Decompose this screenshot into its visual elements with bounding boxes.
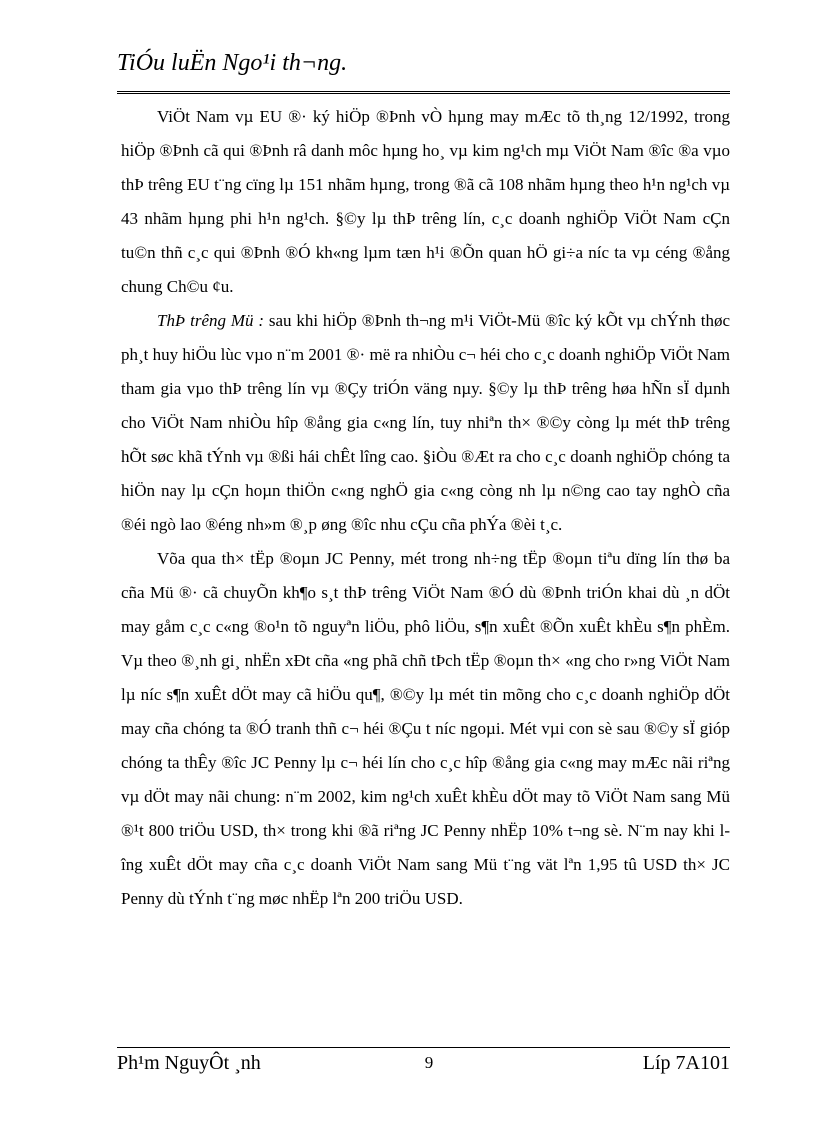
- paragraph-text: ViÖt Nam vµ EU ®· ký hiÖp ®Þnh vÒ hµng may mÆc tõ th¸ng 12/1992, trong hiÖp ®Þnh cã qui ®Þnh râ danh môc hµng ho¸ vµ kim ng¹ch mµ ViÖt Nam ®îc ®a vµo thÞ trêng EU t¨ng cïng lµ 151 nhãm hµng, trong ®ã cã 108 nhãm hµng theo h¹n ng¹ch vµ 43 nhãm hµng phi h¹n ng¹ch. §©y lµ thÞ trêng lín, c¸c doanh nghiÖp ViÖt Nam cÇn tu©n thñ c¸c qui ®Þnh ®Ó kh«ng lµm tæn h¹i ®Õn quan hÖ gi÷a níc ta vµ céng ®ång chung Ch©u ¢u.: [121, 107, 730, 296]
- paragraph-text: Võa qua th× tËp ®oµn JC Penny, mét trong nh÷ng tËp ®oµn tiªu dïng lín thø ba cña Mü ®· cã chuyÕn kh¶o s¸t thÞ trêng ViÖt Nam ®Ó dù ®Þnh triÓn khai dù ¸n dÖt may gåm c¸c c«ng ®o¹n tõ nguyªn liÖu, phô liÖu, s¶n xuÊt ®Õn xuÊt khÈu s¶n phÈm. Vµ theo ®¸nh gi¸ nhËn xÐt cña «ng phã chñ tÞch tËp ®oµn th× «ng cho r»ng ViÖt Nam lµ níc s¶n xuÊt dÖt may cã hiÖu qu¶, ®©y lµ mét tin mõng cho c¸c doanh nghiÖp dÖt may cña chóng ta ®Ó tranh thñ c¬ héi ®Çu t níc ngoµi. Mét vµi con sè sau ®©y sÏ gióp chóng ta thÊy ®îc JC Penny lµ c¬ héi lín cho c¸c hîp ®ång gia c«ng may mÆc nãi riªng vµ dÖt may nãi chung: n¨m 2002, kim ng¹ch xuÊt khÈu dÖt may tõ ViÖt Nam sang Mü ®¹t 800 triÖu USD, th× trong khi ®ã riªng JC Penny nhËp 10% t¬ng sè. N¨m nay khi lîng xuÊt dÖt may cña c¸c doanh ViÖt Nam sang Mü t¨ng vät lªn 1,95 tû USD th× JC Penny dù tÝnh t¨ng møc nhËp lªn 200 triÖu USD.: [121, 549, 730, 908]
- footer-page-number: 9: [424, 1053, 434, 1072]
- paragraph-eu-agreement: [121, 100, 730, 304]
- footer-author: Ph¹m NguyÔt ¸nh: [117, 1052, 261, 1074]
- footer-divider: [117, 1047, 730, 1048]
- document-body: [121, 100, 730, 916]
- footer-class-label: Líp 7A101: [642, 1052, 730, 1074]
- paragraph-us-market: [121, 304, 730, 542]
- running-header-title: TiÓu luËn Ngo¹i th¬ng.: [117, 50, 348, 76]
- paragraph-text: sau khi hiÖp ®Þnh th¬ng m¹i ViÖt-Mü ®îc ký kÕt vµ chÝnh thøc ph¸t huy hiÖu lùc vµo n¨m 2001 ®· më ra nhiÒu c¬ héi cho c¸c doanh nghiÖp ViÖt Nam tham gia vµo thÞ trêng lín vµ ®Çy triÓn väng nµy. §©y lµ thÞ trêng høa hÑn sÏ dµnh cho ViÖt Nam nhiÒu hîp ®ång gia c«ng lín, tuy nhiªn th× ®©y còng lµ mét thÞ trêng hÕt søc khã tÝnh vµ ®ßi hái chÊt lîng cao. §iÒu ®Æt ra cho c¸c doanh nghiÖp chóng ta hiÖn nay lµ cÇn hoµn thiÖn c«ng nghÖ gia c«ng còng nh lµ n©ng cao tay nghÒ cña ®éi ngò lao ®éng nh»m ®¸p øng ®îc nhu cÇu cña phÝa ®èi t¸c.: [121, 311, 730, 534]
- header-divider: [117, 91, 730, 94]
- paragraph-jc-penny: [121, 542, 730, 916]
- paragraph-lead-heading: ThÞ trêng Mü :: [157, 311, 265, 330]
